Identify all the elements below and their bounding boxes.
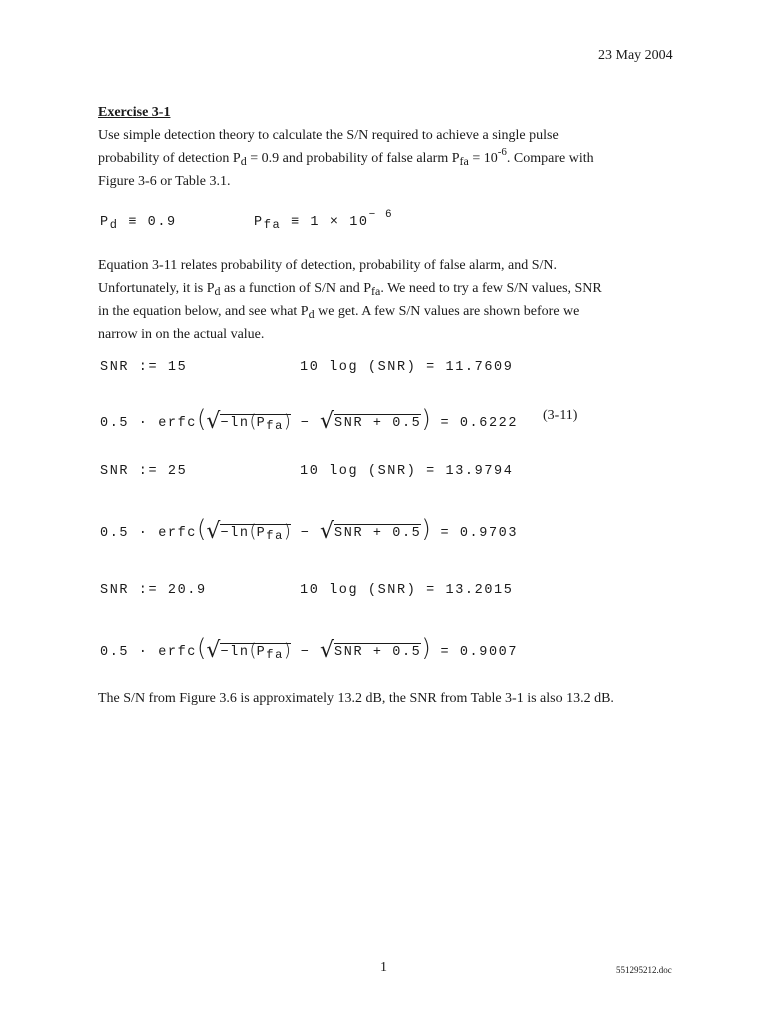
header-date: 23 May 2004 [598,48,673,63]
para2-line-2: Unfortunately, it is $P_d$ as a function of S/N and $P_{fa}$. We need to try a few S/N values, SNR [98,281,602,298]
snr-db-3: 10 log (SNR) = 13.2015 [300,583,514,598]
snr-db-1: 10 log (SNR) = 11.7609 [300,360,514,375]
page-number: 1 [380,960,387,975]
para2-line-1: Equation 3-11 relates probability of detection, probability of false alarm, and S/N. [98,258,558,273]
equation-label: (3-11) [543,408,578,423]
exercise-intro [98,101,678,193]
snr-assignment-2: SNR := 25 [100,464,188,479]
intro-line-1: Use simple detection theory to calculate the S/N required to achieve a single pulse [98,128,559,143]
pd-definition: Pd ≡ 0.9 [100,215,177,232]
intro-line-2: probability of detection $P_d = 0.9$ and probability of false alarm $P_{fa} = 10^{-6}$. Compare with [98,146,594,168]
snr-assignment-3: SNR := 20.9 [100,583,207,598]
pfa-definition: Pfa ≡ $1 \times 10^{- 6}$ [254,209,394,232]
conclusion-text: The S/N from Figure 3.6 is approximately 13.2 dB, the SNR from Table 3-1 is also 13.2 dB. [98,691,614,706]
exercise-title: Exercise 3-1 [98,105,171,120]
snr-assignment-1: SNR := 15 [100,360,188,375]
snr-db-2: 10 log (SNR) = 13.9794 [300,464,514,479]
document-filename: 551295212.doc [616,965,672,975]
para2-line-4: narrow in on the actual value. [98,327,265,342]
explanation-paragraph [98,254,678,346]
detection-formula-3: 0.5 · erfc(√−ln(Pfa) − √SNR + 0.5) = 0.9007 [100,634,519,663]
detection-formula-2: 0.5 · erfc(√−ln(Pfa) − √SNR + 0.5) = 0.9703 [100,515,519,544]
intro-line-3: Figure 3-6 or Table 3.1. [98,174,231,189]
para2-line-3: in the equation below, and see what $P_d$ we get. A few S/N values are shown before we [98,304,580,321]
detection-formula-1: 0.5 · erfc(√−ln(Pfa) − √SNR + 0.5) = 0.6222 [100,405,519,434]
